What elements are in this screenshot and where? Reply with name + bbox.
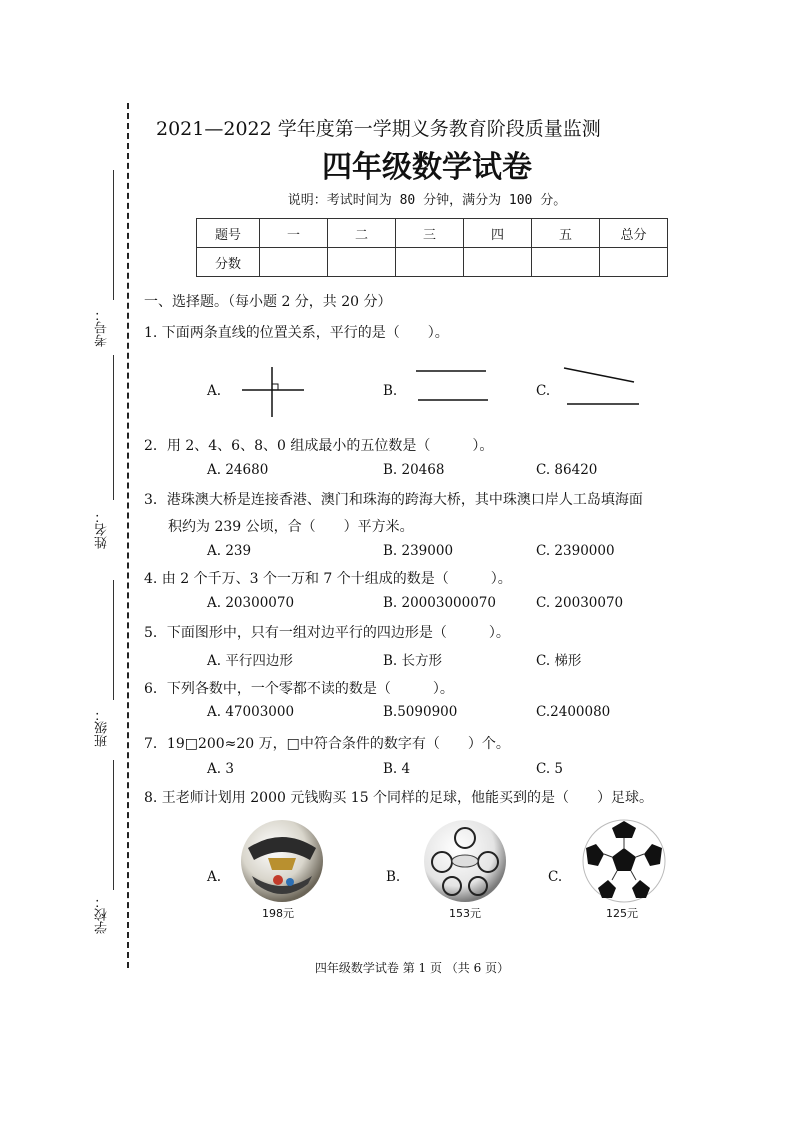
q2-option-c: C. 86420 [536, 462, 598, 478]
soccer-ball-c-image [580, 818, 668, 904]
table-cell: 题号 [197, 219, 260, 248]
price-b: 153元 [449, 907, 481, 920]
q6-option-b: B.5090900 [383, 704, 458, 720]
q5-option-c: C. 梯形 [536, 653, 582, 669]
exam-title-line1: 2021—2022 学年度第一学期义务教育阶段质量监测 [156, 118, 601, 140]
perpendicular-lines-figure [238, 365, 308, 419]
q7-option-b: B. 4 [383, 761, 411, 777]
question-7: 7．19□200≈20 万，□中符合条件的数字有（ ）个。 [144, 736, 510, 752]
q6-option-c: C.2400080 [536, 704, 611, 720]
table-cell: 四 [464, 219, 532, 248]
table-row [197, 248, 668, 277]
parallel-lines-figure [412, 366, 494, 406]
q6-option-a: A. 47003000 [207, 704, 295, 720]
score-input-cell[interactable] [260, 248, 328, 277]
score-input-cell[interactable] [396, 248, 464, 277]
name-label: 姓名： [95, 510, 110, 549]
soccer-ball-a-image [238, 818, 326, 904]
question-3-line1: 3．港珠澳大桥是连接香港、澳门和珠海的跨海大桥，其中珠澳口岸人工岛填海面 [144, 492, 643, 508]
q1-option-b: B. [383, 383, 398, 399]
exam-title-line2: 四年级数学试卷 [322, 150, 532, 185]
q3-option-a: A. 239 [207, 543, 252, 559]
slanted-lines-figure [560, 362, 644, 410]
school-label: 学校： [95, 895, 110, 934]
q8-option-c: C. [548, 869, 563, 885]
section-heading: 一、选择题。（每小题 2 分，共 20 分） [144, 294, 392, 310]
q1-option-c: C. [536, 383, 551, 399]
question-2: 2．用 2、4、6、8、0 组成最小的五位数是（ ）。 [144, 438, 494, 454]
score-input-cell[interactable] [464, 248, 532, 277]
q4-option-c: C. 20030070 [536, 595, 624, 611]
price-c: 125元 [606, 907, 638, 920]
score-input-cell[interactable] [328, 248, 396, 277]
question-6: 6．下列各数中，一个零都不读的数是（ ）。 [144, 681, 454, 697]
table-cell: 五 [532, 219, 600, 248]
question-4: 4. 由 2 个千万、3 个一万和 7 个十组成的数是（ ）。 [144, 571, 512, 587]
sidebar-line [113, 355, 114, 500]
score-table [196, 218, 668, 277]
table-cell: 一 [260, 219, 328, 248]
exam-number-label: 考号： [95, 308, 110, 347]
question-5: 5．下面图形中，只有一组对边平行的四边形是（ ）。 [144, 625, 510, 641]
q3-option-b: B. 239000 [383, 543, 454, 559]
soccer-ball-b-image [420, 818, 510, 904]
q1-option-a: A. [207, 383, 222, 399]
q4-option-a: A. 20300070 [207, 595, 295, 611]
sidebar-line [113, 580, 114, 700]
q2-option-a: A. 24680 [207, 462, 269, 478]
table-cell: 总分 [600, 219, 668, 248]
table-cell: 分数 [197, 248, 260, 277]
q5-option-a: A. 平行四边形 [207, 653, 293, 669]
table-row [197, 219, 668, 248]
table-cell: 二 [328, 219, 396, 248]
sidebar-line [113, 760, 114, 890]
question-8: 8. 王老师计划用 2000 元钱购买 15 个同样的足球，他能买到的是（ ）足球。 [144, 790, 654, 806]
q7-option-c: C. 5 [536, 761, 564, 777]
page-footer: 四年级数学试卷 第 1 页 （共 6 页） [314, 961, 510, 975]
q3-option-c: C. 2390000 [536, 543, 615, 559]
q8-option-b: B. [386, 869, 401, 885]
question-1: 1. 下面两条直线的位置关系，平行的是（ ）。 [144, 325, 449, 341]
score-input-cell[interactable] [600, 248, 668, 277]
binding-dashed-line [127, 103, 129, 968]
q4-option-b: B. 20003000070 [383, 595, 496, 611]
q8-option-a: A. [207, 869, 222, 885]
q2-option-b: B. 20468 [383, 462, 445, 478]
score-input-cell[interactable] [532, 248, 600, 277]
price-a: 198元 [262, 907, 294, 920]
q7-option-a: A. 3 [207, 761, 234, 777]
q5-option-b: B. 长方形 [383, 653, 443, 669]
class-label: 班级： [95, 708, 110, 747]
table-cell: 三 [396, 219, 464, 248]
question-3-line2: 积约为 239 公顷，合（ ）平方米。 [168, 519, 414, 535]
exam-note: 说明：考试时间为 80 分钟，满分为 100 分。 [287, 193, 567, 208]
